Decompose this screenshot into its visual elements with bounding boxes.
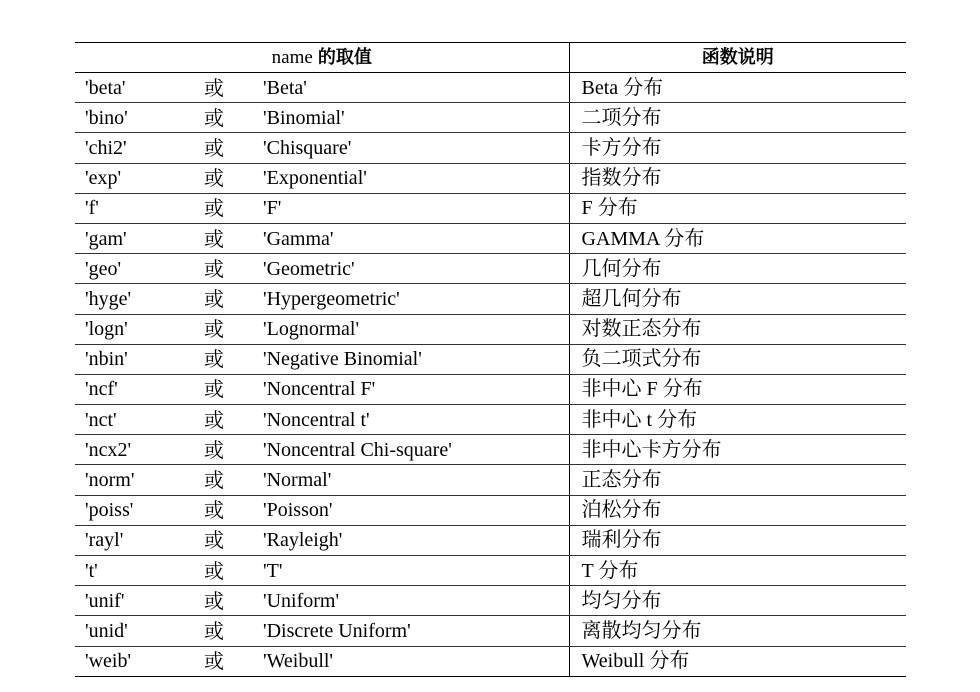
short-name-cell: 'unid' [75,616,182,646]
header-desc-label: 函数说明 [701,47,774,68]
short-name-cell: 'ncx2' [75,435,182,465]
table-row [75,435,906,465]
full-name-cell: 'Exponential' [260,163,569,193]
full-name-cell: 'Discrete Uniform' [260,616,569,646]
table-row [75,465,906,495]
full-name-cell: 'Beta' [260,73,569,103]
short-name-cell: 't' [75,556,182,586]
short-name-cell: 'weib' [75,646,182,676]
short-name-cell: 'norm' [75,465,182,495]
short-name-cell: 'beta' [75,73,182,103]
description-cell: 几何分布 [569,254,906,284]
description-cell: 瑞利分布 [569,525,906,555]
description-cell: T 分布 [569,556,906,586]
or-cell: 或 [182,193,260,223]
short-name-cell: 'nbin' [75,344,182,374]
or-cell: 或 [182,556,260,586]
or-cell: 或 [182,646,260,676]
or-cell: 或 [182,344,260,374]
short-name-cell: 'geo' [75,254,182,284]
full-name-cell: 'Noncentral t' [260,405,569,435]
header-name-prefix: name [271,47,313,68]
description-cell: 均匀分布 [569,586,906,616]
or-cell: 或 [182,465,260,495]
or-cell: 或 [182,586,260,616]
or-cell: 或 [182,133,260,163]
table-row [75,405,906,435]
full-name-cell: 'Noncentral F' [260,374,569,404]
table-row [75,163,906,193]
full-name-cell: 'F' [260,193,569,223]
or-cell: 或 [182,525,260,555]
full-name-cell: 'Normal' [260,465,569,495]
or-cell: 或 [182,435,260,465]
table-body [75,73,906,677]
description-cell: 非中心 t 分布 [569,405,906,435]
short-name-cell: 'gam' [75,223,182,253]
header-name-suffix: 的取值 [317,47,372,68]
or-cell: 或 [182,616,260,646]
description-cell: 二项分布 [569,103,906,133]
table-row [75,223,906,253]
table-row [75,73,906,103]
or-cell: 或 [182,254,260,284]
description-cell: 非中心 F 分布 [569,374,906,404]
description-cell: 卡方分布 [569,133,906,163]
description-cell: GAMMA 分布 [569,223,906,253]
description-cell: F 分布 [569,193,906,223]
table-row [75,133,906,163]
or-cell: 或 [182,284,260,314]
short-name-cell: 'logn' [75,314,182,344]
description-cell: 正态分布 [569,465,906,495]
or-cell: 或 [182,374,260,404]
short-name-cell: 'f' [75,193,182,223]
description-cell: 超几何分布 [569,284,906,314]
description-cell: 指数分布 [569,163,906,193]
full-name-cell: 'Negative Binomial' [260,344,569,374]
or-cell: 或 [182,73,260,103]
description-cell: Beta 分布 [569,73,906,103]
table-header [75,43,906,73]
short-name-cell: 'unif' [75,586,182,616]
table-row [75,374,906,404]
table-row [75,284,906,314]
or-cell: 或 [182,314,260,344]
full-name-cell: 'Gamma' [260,223,569,253]
header-name-values [75,43,569,73]
full-name-cell: 'Geometric' [260,254,569,284]
short-name-cell: 'exp' [75,163,182,193]
table-row [75,344,906,374]
short-name-cell: 'bino' [75,103,182,133]
description-cell: Weibull 分布 [569,646,906,676]
table-row [75,495,906,525]
distribution-name-table [75,42,906,677]
full-name-cell: 'Hypergeometric' [260,284,569,314]
short-name-cell: 'nct' [75,405,182,435]
description-cell: 对数正态分布 [569,314,906,344]
table-row [75,646,906,676]
full-name-cell: 'Noncentral Chi-square' [260,435,569,465]
short-name-cell: 'ncf' [75,374,182,404]
table-row [75,254,906,284]
table-row [75,193,906,223]
table-row [75,314,906,344]
header-row [75,43,906,73]
short-name-cell: 'chi2' [75,133,182,163]
description-cell: 离散均匀分布 [569,616,906,646]
full-name-cell: 'Chisquare' [260,133,569,163]
short-name-cell: 'hyge' [75,284,182,314]
table-row [75,525,906,555]
full-name-cell: 'Lognormal' [260,314,569,344]
description-cell: 泊松分布 [569,495,906,525]
or-cell: 或 [182,405,260,435]
full-name-cell: 'Uniform' [260,586,569,616]
full-name-cell: 'Binomial' [260,103,569,133]
table-row [75,556,906,586]
or-cell: 或 [182,103,260,133]
table-row [75,616,906,646]
short-name-cell: 'poiss' [75,495,182,525]
table-row [75,103,906,133]
full-name-cell: 'Poisson' [260,495,569,525]
description-cell: 负二项式分布 [569,344,906,374]
header-function-description [569,43,906,73]
full-name-cell: 'T' [260,556,569,586]
description-cell: 非中心卡方分布 [569,435,906,465]
table-row [75,586,906,616]
or-cell: 或 [182,223,260,253]
or-cell: 或 [182,495,260,525]
short-name-cell: 'rayl' [75,525,182,555]
full-name-cell: 'Weibull' [260,646,569,676]
full-name-cell: 'Rayleigh' [260,525,569,555]
or-cell: 或 [182,163,260,193]
